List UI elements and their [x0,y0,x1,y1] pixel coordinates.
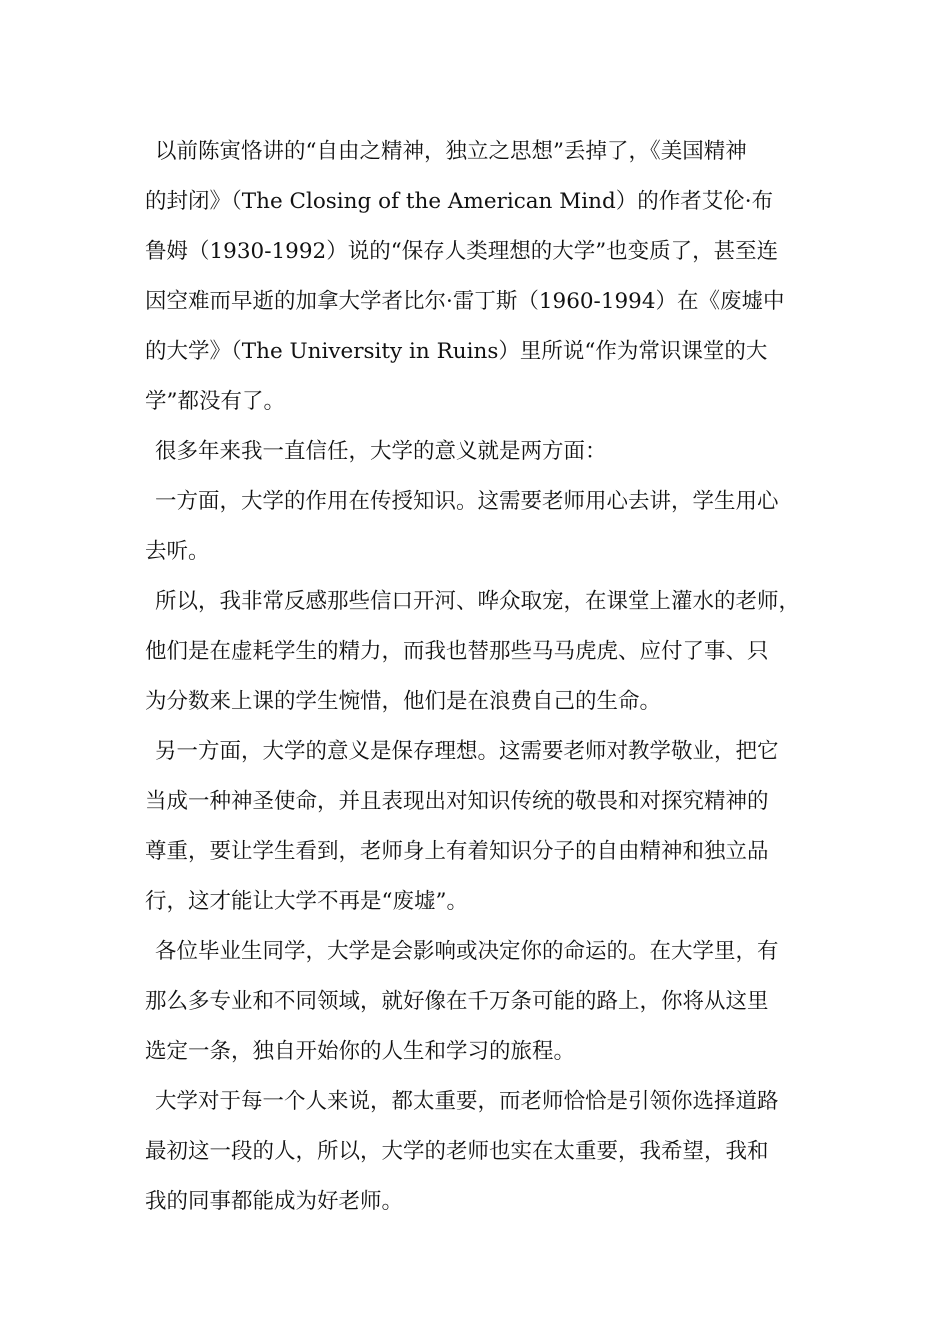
paragraph-line: 去听。 [145,539,210,564]
paragraph-7 [145,1077,835,1227]
paragraph-line: 尊重，要让学生看到，老师身上有着知识分子的自由精神和独立品 [145,839,769,864]
paragraph-5 [145,727,835,927]
paragraph-line: 行，这才能让大学不再是“废墟”。 [145,889,468,914]
paragraph-line: 我的同事都能成为好老师。 [145,1189,404,1214]
paragraph-line: 那么多专业和不同领域，就好像在千万条可能的路上，你将从这里 [145,989,769,1014]
paragraph-line: 当成一种神圣使命，并且表现出对知识传统的敬畏和对探究精神的 [145,789,769,814]
paragraph-line: 学”都没有了。 [145,389,285,414]
paragraph-3 [145,477,835,577]
paragraph-line: 以前陈寅恪讲的“自由之精神，独立之思想”丢掉了，《美国精神 [155,139,747,164]
paragraph-line: 选定一条，独自开始你的人生和学习的旅程。 [145,1039,576,1064]
paragraph-line: 的封闭》（The Closing of the American Mind）的作者艾伦·布 [145,189,774,214]
paragraph-2 [145,427,835,477]
paragraph-4 [145,577,835,727]
paragraph-line: 的大学》（The University in Ruins）里所说“作为常识课堂的大 [145,339,768,364]
paragraph-line: 大学对于每一个人来说，都太重要，而老师恰恰是引领你选择道路 [155,1089,779,1114]
paragraph-line: 为分数来上课的学生惋惜，他们是在浪费自己的生命。 [145,689,662,714]
paragraph-1 [145,127,835,427]
paragraph-line: 鲁姆（1930-1992）说的“保存人类理想的大学”也变质了，甚至连 [145,239,779,264]
paragraph-line: 所以，我非常反感那些信口开河、哗众取宠，在课堂上灌水的老师， [155,589,801,614]
paragraph-line: 另一方面，大学的意义是保存理想。这需要老师对教学敬业，把它 [155,739,779,764]
paragraph-6 [145,927,835,1077]
paragraph-line: 一方面，大学的作用在传授知识。这需要老师用心去讲，学生用心 [155,489,779,514]
document-body [145,127,835,1227]
paragraph-line: 他们是在虚耗学生的精力，而我也替那些马马虎虎、应付了事、只 [145,639,769,664]
paragraph-line: 各位毕业生同学，大学是会影响或决定你的命运的。在大学里，有 [155,939,779,964]
paragraph-line: 最初这一段的人，所以，大学的老师也实在太重要，我希望，我和 [145,1139,769,1164]
paragraph-line: 因空难而早逝的加拿大学者比尔·雷丁斯（1960-1994）在《废墟中 [145,289,785,314]
paragraph-line: 很多年来我一直信任，大学的意义就是两方面： [155,439,607,464]
